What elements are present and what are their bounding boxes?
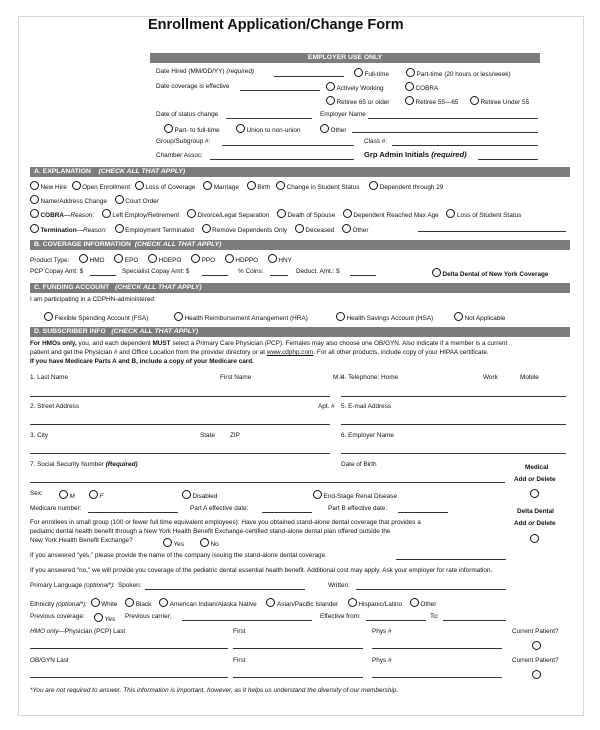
name-address-option[interactable]: Name/Address Change bbox=[30, 198, 107, 205]
work-label: Work bbox=[483, 374, 498, 381]
pcp-label: HMO only—Physician (PCP) Last bbox=[30, 628, 126, 635]
part-a-label: Part A effective date: bbox=[190, 505, 249, 512]
cobra-reason-option[interactable]: COBRA—Reason: bbox=[30, 212, 94, 219]
coins-field[interactable] bbox=[270, 275, 288, 276]
subscriber-intro-3: If you have Medicare Parts A and B, include a copy of your Medicare card. bbox=[30, 358, 254, 365]
full-time-option[interactable]: Full-time bbox=[354, 68, 389, 78]
employer-name-label-6: 6. Employer Name bbox=[341, 432, 394, 439]
street-label: 2. Street Address bbox=[30, 403, 80, 410]
part-b-field[interactable] bbox=[398, 512, 448, 513]
small-group-line-3: New York Health Benefit Exchange? bbox=[30, 537, 133, 544]
loss-of-coverage-option[interactable]: Loss of Coverage bbox=[135, 184, 196, 191]
court-order-option[interactable]: Court Order bbox=[115, 198, 159, 205]
footnote: *You are not required to answer. This information is important, however, as it helps us understand the diversity of our membership. bbox=[30, 687, 399, 694]
deduct-field[interactable] bbox=[350, 275, 376, 276]
chamber-field[interactable] bbox=[210, 159, 354, 160]
mobile-label: Mobile bbox=[520, 374, 539, 381]
previous-yes-option[interactable]: Yes bbox=[94, 613, 115, 623]
loss-student-option[interactable]: Loss of Student Status bbox=[446, 212, 521, 219]
ethnicity-native-option[interactable]: American Indian/Alaska Native bbox=[159, 601, 257, 608]
apt-label: Apt. # bbox=[318, 403, 335, 410]
cobra-option[interactable]: COBRA bbox=[405, 82, 438, 92]
part-time-option[interactable]: Part-time (20 hours or less/week) bbox=[406, 68, 511, 78]
pcp-phys-field[interactable] bbox=[372, 648, 502, 649]
class-field[interactable] bbox=[392, 145, 538, 146]
explanation-row-2 bbox=[30, 195, 159, 205]
ssn-label: 7. Social Security Number (Required) bbox=[30, 461, 138, 468]
delta-dental-option[interactable]: Delta Dental of New York Coverage bbox=[432, 268, 548, 278]
ethnicity-black-option[interactable]: Black bbox=[125, 601, 151, 608]
ppo-option[interactable]: PPO bbox=[191, 257, 215, 264]
deduct-label: Deduct. Amt.: $ bbox=[296, 268, 340, 275]
date-effective-field[interactable] bbox=[240, 90, 320, 91]
delta-dental-label: Delta Dental bbox=[517, 508, 554, 515]
termination-other-option[interactable]: Other bbox=[342, 227, 368, 234]
funding-header: C. FUNDING ACCOUNT (CHECK ALL THAT APPLY) bbox=[30, 283, 570, 293]
participating-label: I am participating in a CDPHN-administered: bbox=[30, 296, 156, 303]
new-hire-option[interactable]: New Hire bbox=[30, 184, 67, 191]
product-type-row: Product Type: HMO EPO HDEPO PPO HDPPO HNY bbox=[30, 254, 292, 264]
specialist-copay-field[interactable] bbox=[202, 275, 228, 276]
hmo-option[interactable]: HMO bbox=[79, 257, 104, 264]
date-hired-label: Date Hired (MM/DD/YY) (required) bbox=[156, 68, 255, 75]
sex-label: Sex: bbox=[30, 490, 43, 497]
medical-add-delete-label: Add or Delete bbox=[514, 476, 556, 483]
to-field[interactable] bbox=[443, 620, 506, 621]
telephone-field[interactable] bbox=[341, 396, 566, 397]
pcp-phys-label: Phys # bbox=[372, 628, 392, 635]
city-field[interactable] bbox=[30, 453, 330, 454]
group-field[interactable] bbox=[222, 145, 354, 146]
pcp-copay-field[interactable] bbox=[90, 275, 116, 276]
employer-section-header: EMPLOYER USE ONLY bbox=[150, 53, 540, 63]
small-group-no-option[interactable]: No bbox=[200, 538, 219, 548]
answered-no-label: If you answered "no," we will provide you coverage of the pediatric dental essential health benefit. Additional cost may apply. Ask your employer for rate information. bbox=[30, 567, 493, 574]
hsa-option[interactable]: Health Savings Account (HSA) bbox=[336, 312, 433, 322]
retiree-under-option[interactable]: Retiree Under 55 bbox=[470, 96, 529, 106]
pcp-first-label: First bbox=[233, 628, 246, 635]
employer-name-field[interactable] bbox=[368, 118, 538, 119]
grp-admin-field[interactable] bbox=[478, 159, 538, 160]
dependent-29-option[interactable]: Dependent through 29 bbox=[369, 184, 443, 191]
hdepo-option[interactable]: HDEPO bbox=[148, 257, 181, 264]
cdphp-link[interactable]: www.cdphp.com bbox=[266, 349, 314, 356]
group-label: Group/Subgroup #: bbox=[156, 138, 211, 145]
employer-name-label: Employer Name bbox=[320, 111, 366, 118]
obgyn-last-field[interactable] bbox=[30, 677, 228, 678]
remove-dependents-option[interactable]: Remove Dependents Only bbox=[202, 227, 287, 234]
medical-add-delete-radio[interactable] bbox=[530, 489, 541, 499]
small-group-line-1: For enrollees in small group (100 or fewer full time equivalent employees): Have you obtained stand-alone dental coverage that provides a bbox=[30, 519, 421, 526]
obgyn-current-patient-radio[interactable] bbox=[532, 670, 543, 680]
left-employ-option[interactable]: Left Employ/Retirement bbox=[102, 212, 179, 219]
state-label: State bbox=[200, 432, 215, 439]
status-other-option[interactable]: Other bbox=[320, 124, 346, 134]
mi-label: M.I. bbox=[333, 374, 344, 381]
obgyn-current-patient-label: Current Patient? bbox=[512, 657, 559, 664]
employer-name-field-6[interactable] bbox=[341, 453, 566, 454]
ethnicity-other-option[interactable]: Other bbox=[410, 601, 436, 608]
explanation-header: A. EXPLANATION (CHECK ALL THAT APPLY) bbox=[30, 167, 570, 177]
status-other-field[interactable] bbox=[352, 132, 538, 133]
disabled-option[interactable]: Disabled bbox=[182, 490, 217, 500]
first-name-label: First Name bbox=[220, 374, 252, 381]
ethnicity-white-option[interactable]: White bbox=[91, 601, 118, 608]
date-effective-label: Date coverage is effective bbox=[156, 83, 230, 90]
obgyn-first-label: First bbox=[233, 657, 246, 664]
obgyn-phys-field[interactable] bbox=[372, 677, 502, 678]
chamber-label: Chamber Assoc: bbox=[156, 152, 203, 159]
class-label: Class #: bbox=[364, 138, 388, 145]
last-name-label: 1. Last Name bbox=[30, 374, 69, 381]
termination-option[interactable]: Termination—Reason: bbox=[30, 227, 107, 234]
termination-other-field[interactable] bbox=[418, 231, 566, 232]
email-label: 5. E-mail Address bbox=[341, 403, 392, 410]
name-field[interactable] bbox=[30, 396, 330, 397]
obgyn-first-field[interactable] bbox=[233, 677, 363, 678]
pcp-last-field[interactable] bbox=[30, 648, 228, 649]
hdppo-option[interactable]: HDPPO bbox=[225, 257, 258, 264]
dob-label: Date of Birth bbox=[341, 461, 377, 468]
street-field[interactable] bbox=[30, 424, 330, 425]
ethnicity-asian-option[interactable]: Asian/Pacific Islander bbox=[266, 601, 338, 608]
answered-yes-label: If you answered "yes," please provide the name of the company issuing the stand-alone dental coverage. bbox=[30, 552, 327, 559]
pcp-copay-label: PCP Copay Amt: $ bbox=[30, 268, 84, 275]
subscriber-intro-1: For HMOs only, you, and each dependent MUST select a Primary Care Physician (PCP). Females may also choose one OB/GYN. Also indicate if a member is a current bbox=[30, 340, 508, 347]
telephone-label: 4. Telephone: Home bbox=[341, 374, 399, 381]
marriage-option[interactable]: Marriage bbox=[203, 184, 239, 191]
ssn-dob-field[interactable] bbox=[30, 482, 505, 483]
form-page bbox=[18, 16, 584, 716]
to-label: To: bbox=[430, 613, 439, 620]
medical-label: Medical bbox=[525, 464, 549, 471]
explanation-row-1 bbox=[30, 181, 570, 191]
obgyn-label: OB/GYN Last bbox=[30, 657, 69, 664]
effective-from-label: Effective from: bbox=[320, 613, 361, 620]
medicare-number-label: Medicare number: bbox=[30, 505, 82, 512]
retiree-55-option[interactable]: Retiree 55—65 bbox=[405, 96, 458, 106]
part-a-field[interactable] bbox=[262, 512, 312, 513]
termination-row bbox=[30, 224, 368, 234]
primary-language-label: Primary Language (optional*): bbox=[30, 582, 115, 589]
not-applicable-option[interactable]: Not Applicable bbox=[454, 312, 505, 322]
date-hired-field[interactable] bbox=[274, 76, 344, 77]
dental-add-delete-radio[interactable] bbox=[530, 534, 541, 544]
city-label: 3. City bbox=[30, 432, 49, 439]
pcp-current-patient-radio[interactable] bbox=[532, 641, 543, 651]
date-status-field[interactable] bbox=[226, 118, 312, 119]
form-title: Enrollment Application/Change Form bbox=[148, 17, 404, 33]
subscriber-intro-2: patient and get the Physician # and Office Location from the provider directory or at www.cdphp.com. For all other products, include copy of your HIPAA certificate. bbox=[30, 349, 489, 356]
grp-admin-label: Grp Admin Initials (required) bbox=[364, 150, 467, 159]
hra-option[interactable]: Health Reimbursement Arrangement (HRA) bbox=[174, 312, 308, 322]
pcp-first-field[interactable] bbox=[233, 648, 363, 649]
written-label: Written: bbox=[328, 582, 350, 589]
actively-working-option[interactable]: Actively Working bbox=[326, 82, 384, 92]
small-group-line-2: pediatric dental health benefit through a New York Health Benefit Exchange-certified stand-alone dental plan offered outside the bbox=[30, 528, 391, 535]
part-b-label: Part B effective date: bbox=[328, 505, 388, 512]
employment-terminated-option[interactable]: Employment Terminated bbox=[115, 227, 194, 234]
email-field[interactable] bbox=[341, 424, 566, 425]
small-group-yes-option[interactable]: Yes bbox=[163, 538, 184, 548]
open-enrollment-option[interactable]: Open Enrollment bbox=[72, 184, 130, 191]
hny-option[interactable]: HNY bbox=[268, 257, 292, 264]
union-option[interactable]: Union to non-union bbox=[236, 124, 301, 134]
date-status-label: Date of status change bbox=[156, 111, 219, 118]
spoken-field[interactable] bbox=[145, 589, 305, 590]
retiree-65-option[interactable]: Retiree 65 or older bbox=[326, 96, 389, 106]
deceased-option[interactable]: Deceased bbox=[295, 227, 334, 234]
death-of-spouse-option[interactable]: Death of Spouse bbox=[277, 212, 335, 219]
coverage-header: B. COVERAGE INFORMATION (CHECK ALL THAT APPLY) bbox=[30, 240, 570, 250]
previous-carrier-label: Previous carrier: bbox=[125, 613, 172, 620]
coins-label: % Coins: bbox=[238, 268, 264, 275]
esrd-option[interactable]: End-Stage Renal Disease bbox=[313, 490, 397, 500]
cobra-row bbox=[30, 209, 521, 219]
divorce-option[interactable]: Divorce/Legal Separation bbox=[187, 212, 269, 219]
dental-company-field[interactable] bbox=[396, 559, 506, 560]
dental-add-delete-label: Add or Delete bbox=[514, 520, 556, 527]
previous-coverage-label: Previous coverage: bbox=[30, 613, 85, 620]
written-field[interactable] bbox=[356, 589, 506, 590]
epo-option[interactable]: EPO bbox=[114, 257, 138, 264]
sex-m-option[interactable]: M bbox=[59, 490, 75, 500]
obgyn-phys-label: Phys # bbox=[372, 657, 392, 664]
birth-option[interactable]: Birth bbox=[247, 184, 271, 191]
sex-f-option[interactable]: F bbox=[89, 490, 103, 500]
pcp-current-patient-label: Current Patient? bbox=[512, 628, 559, 635]
student-status-option[interactable]: Change in Student Status bbox=[276, 184, 359, 191]
ethnicity-hispanic-option[interactable]: Hispanic/Latino bbox=[348, 601, 402, 608]
max-age-option[interactable]: Dependent Reached Max Age bbox=[343, 212, 439, 219]
fsa-option[interactable]: Flexible Spending Account (FSA) bbox=[44, 312, 148, 322]
part-to-full-option[interactable]: Part- to full-time bbox=[164, 124, 220, 134]
spoken-label: Spoken: bbox=[118, 582, 142, 589]
ethnicity-row: Ethnicity (optional*): White Black American Indian/Alaska Native Asian/Pacific Islander Hispanic/Latino Other bbox=[30, 598, 436, 608]
medicare-number-field[interactable] bbox=[88, 512, 178, 513]
effective-from-field[interactable] bbox=[366, 620, 426, 621]
subscriber-header: D. SUBSCRIBER INFO (CHECK ALL THAT APPLY) bbox=[30, 327, 570, 337]
specialist-copay-label: Specialist Copay Amt: $ bbox=[122, 268, 190, 275]
previous-carrier-field[interactable] bbox=[182, 620, 312, 621]
zip-label: ZIP bbox=[230, 432, 240, 439]
